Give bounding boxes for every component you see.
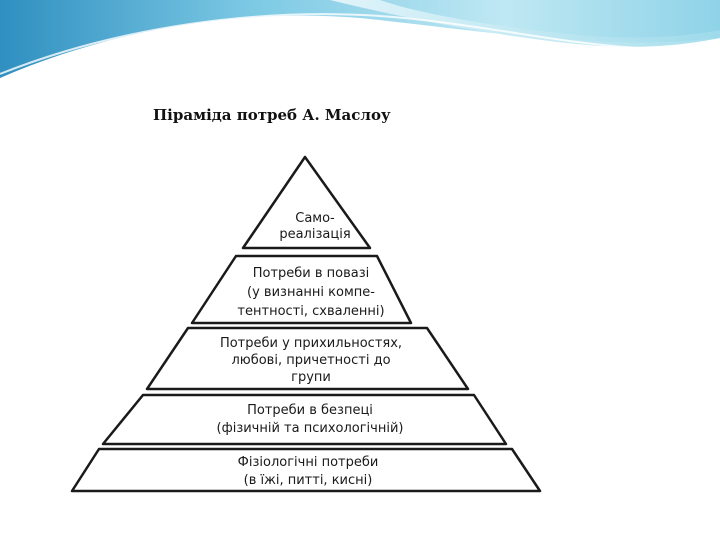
tier-3-line-1: Потреби у прихильностях, [219,336,403,351]
tier-2-line-1: Потреби в повазі [252,266,370,281]
tier-2-label [237,266,384,319]
tier-3-line-3: групи [291,370,331,385]
tier-5-line-1: Фізіологічні потреби [237,455,379,470]
tier-5-line-2: (в їжі, питті, кисні) [243,473,373,488]
tier-2-line-3: тентності, схваленні) [237,304,385,319]
tier-1-line-1: Само- [295,211,335,226]
tier-2-line-2: (у визнанні компе- [247,285,375,300]
tier-4-line-2: (фізичній та психологічній) [216,421,404,436]
tier-4-line-1: Потреби в безпеці [247,403,373,418]
tier-1-line-2: реалізація [279,227,351,242]
tier-3-line-2: любові, причетності до [231,353,391,368]
slide-title: Піраміда потреб А. Маслоу [153,106,391,124]
